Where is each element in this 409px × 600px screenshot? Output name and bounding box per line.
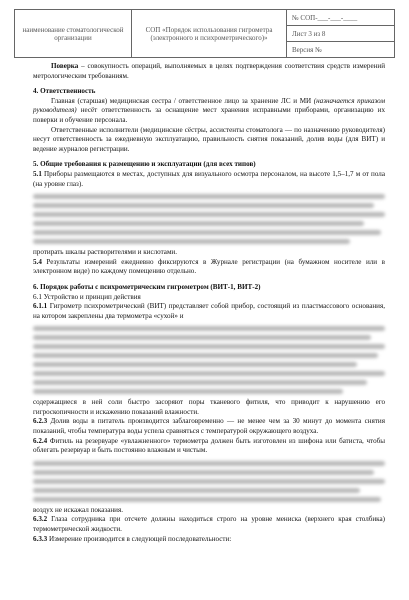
clause-6-1-1: 6.1.1 Гигрометр психрометрический (ВИТ) представляет собой прибор, состоящий из пластмассового основания, на котором закреплены два термометра «сухой» и: [33, 302, 385, 320]
clause-6-tail: воздух не искажал показания.: [33, 505, 123, 514]
sheet-number-cell: Лист 3 из 8: [287, 26, 395, 42]
section-4-paragraph-2: Ответственные исполнители (медицинские сёстры, ассистенты стоматолога — по назначению руководителя) несут ответственность за ежедневную эксплуатацию, правильность снятия показаний, долив воды (для ВИТ) и ведение журналов регистрации.: [33, 125, 385, 153]
clause-6-3-3: 6.3.3 Измерение производится в следующей последовательности:: [33, 534, 232, 543]
version-cell: Версия №: [287, 42, 395, 58]
sop-number-cell: № СОП-___-___-____: [287, 10, 395, 26]
section-5-tail: протирать шкалы растворителями и кислотами.: [33, 248, 177, 257]
clause-6-2-4: 6.2.4 Фитиль на резервуаре «увлажненного» термометра должен быть изготовлен из шифона или батиста, чтобы облегать резервуар и быть постоянно влажным и чистым.: [33, 436, 385, 455]
section-6-heading: 6. Порядок работы с психрометрическим гигрометром (ВИТ-1, ВИТ-2): [33, 282, 261, 291]
blurred-text-block-3: [33, 461, 385, 502]
document-header-table: [14, 9, 395, 58]
clause-6-continuation: содержащиеся в ней соли быстро засоряют поры тканевого фитиля, что приводит к нарушению его гигроскопичности и искажению показаний влажности.: [33, 398, 385, 416]
poverka-definition: Поверка – совокупность операций, выполняемых в целях подтверждения соответствия средств измерений метрологическим требованиям.: [33, 62, 385, 80]
document-body: [33, 62, 385, 544]
section-5-heading: 5. Общие требования к размещению и эксплуатации (для всех типов): [33, 160, 256, 169]
blurred-text-block-1: [33, 194, 385, 244]
org-name-cell: наименование стоматологической организации: [15, 10, 132, 58]
clause-5-1: 5.1 Приборы размещаются в местах, доступных для визуального осмотра персоналом, на высоте 1,5–1,7 м от пола (на уровне глаз).: [33, 169, 385, 188]
section-4-paragraph-1: Главная (старшая) медицинская сестра / ответственное лицо за хранение ЛС и МИ (назначается приказом руководителя) несёт ответственность за оснащение мест хранения исправными приборами, организацию их поверки и обучение персонала.: [33, 96, 385, 124]
poverka-term: Поверка: [51, 62, 79, 70]
clause-6-3-2: 6.3.2 Глаза сотрудника при отсчете должны находиться строго на уровне мениска (верхнего края столбика) термометрической жидкости.: [33, 515, 385, 534]
section-4-heading: 4. Ответственность: [33, 87, 96, 96]
clause-6-2-3: 6.2.3 Долив воды в питатель производится заблаговременно — не менее чем за 30 минут до момента снятия показаний, чтобы температура воды успела сравняться с температурой окружающего воздуха.: [33, 417, 385, 436]
blurred-text-block-2: [33, 326, 385, 394]
sop-title-cell: СОП «Порядок использования гигрометра (электронного и психрометрического)»: [132, 10, 287, 58]
clause-6-1: 6.1 Устройство и принцип действия: [33, 292, 141, 301]
clause-5-4: 5.4 Результаты измерений ежедневно фиксируются в Журнале регистрации (на бумажном носителе или в электронном виде) по каждому помещению отдельно.: [33, 257, 385, 276]
